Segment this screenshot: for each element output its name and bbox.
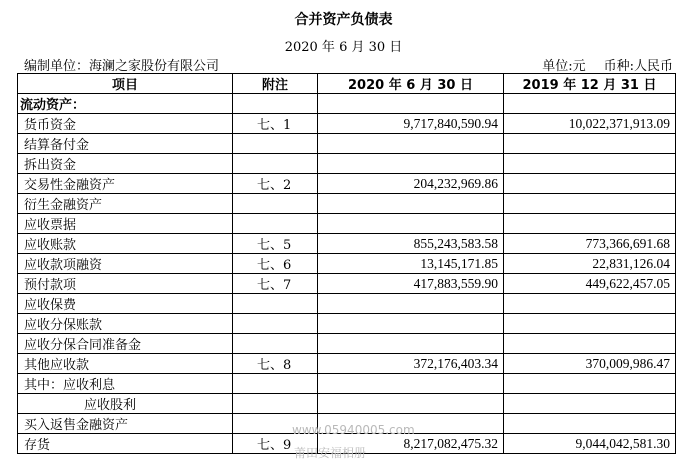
row-prior-value: 9,044,042,581.30	[504, 434, 676, 454]
table-row	[18, 234, 676, 254]
table-row	[18, 394, 676, 414]
row-current-value	[318, 94, 504, 114]
row-note: 七、6	[233, 254, 318, 274]
column-header-item: 项目	[18, 74, 233, 94]
table-row	[18, 194, 676, 214]
row-current-value: 9,717,840,590.94	[318, 114, 504, 134]
row-note: 七、7	[233, 274, 318, 294]
row-prior-value	[504, 94, 676, 114]
row-item-label: 应收分保合同准备金	[18, 334, 233, 354]
row-item-label: 拆出资金	[18, 154, 233, 174]
currency-label: 币种:人民币	[603, 59, 673, 74]
row-note	[233, 194, 318, 214]
row-current-value: 204,232,969.86	[318, 174, 504, 194]
row-current-value	[318, 374, 504, 394]
row-item-label: 应收股利	[18, 394, 233, 414]
row-current-value	[318, 314, 504, 334]
row-prior-value: 370,009,986.47	[504, 354, 676, 374]
row-note: 七、1	[233, 114, 318, 134]
watermark-url: www.05940005.com	[292, 423, 415, 437]
column-header-note: 附注	[233, 74, 318, 94]
row-current-value	[318, 134, 504, 154]
table-header-row	[18, 74, 676, 94]
table-row	[18, 114, 676, 134]
row-prior-value	[504, 394, 676, 414]
row-prior-value	[504, 174, 676, 194]
row-current-value: 8,217,082,475.32	[318, 434, 504, 454]
row-current-value	[318, 194, 504, 214]
row-note: 七、2	[233, 174, 318, 194]
table-row	[18, 314, 676, 334]
row-item-label: 货币资金	[18, 114, 233, 134]
row-prior-value	[504, 314, 676, 334]
table-row	[18, 294, 676, 314]
row-current-value	[318, 154, 504, 174]
row-prior-value	[504, 294, 676, 314]
table-row	[18, 174, 676, 194]
watermark-text: 莆田安福相册	[294, 446, 367, 460]
row-item-label: 应收分保账款	[18, 314, 233, 334]
statement-date: 2020 年 6 月 30 日	[284, 40, 403, 55]
table-row	[18, 374, 676, 394]
row-item-label: 其中：应收利息	[18, 374, 233, 394]
row-item-label: 预付款项	[18, 274, 233, 294]
watermark	[292, 424, 415, 460]
row-item-label: 其他应收款	[18, 354, 233, 374]
table-row	[18, 134, 676, 154]
row-current-value	[318, 394, 504, 414]
row-prior-value	[504, 214, 676, 234]
row-prior-value	[504, 134, 676, 154]
row-prior-value	[504, 194, 676, 214]
row-prior-value: 22,831,126.04	[504, 254, 676, 274]
statement-title: 合并资产负债表	[294, 12, 393, 28]
row-item-label: 买入返售金融资产	[18, 414, 233, 434]
row-note	[233, 334, 318, 354]
row-current-value	[318, 334, 504, 354]
row-item-label: 流动资产：	[18, 94, 233, 114]
row-prior-value	[504, 154, 676, 174]
row-item-label: 结算备付金	[18, 134, 233, 154]
row-item-label: 应收账款	[18, 234, 233, 254]
row-note: 七、5	[233, 234, 318, 254]
row-item-label: 交易性金融资产	[18, 174, 233, 194]
row-note: 七、8	[233, 354, 318, 374]
table-row	[18, 334, 676, 354]
row-prior-value	[504, 334, 676, 354]
table-row	[18, 354, 676, 374]
row-prior-value: 773,366,691.68	[504, 234, 676, 254]
row-item-label: 衍生金融资产	[18, 194, 233, 214]
table-row	[18, 254, 676, 274]
row-note	[233, 134, 318, 154]
row-note	[233, 314, 318, 334]
row-current-value: 372,176,403.34	[318, 354, 504, 374]
row-note	[233, 394, 318, 414]
column-header-current: 2020 年 6 月 30 日	[318, 74, 504, 94]
table-row	[18, 214, 676, 234]
balance-sheet-table	[17, 73, 676, 454]
column-header-prior: 2019 年 12 月 31 日	[504, 74, 676, 94]
row-current-value: 417,883,559.90	[318, 274, 504, 294]
row-note	[233, 214, 318, 234]
row-prior-value	[504, 374, 676, 394]
row-prior-value: 449,622,457.05	[504, 274, 676, 294]
row-note	[233, 374, 318, 394]
table-row	[18, 274, 676, 294]
row-item-label: 应收保费	[18, 294, 233, 314]
row-note	[233, 154, 318, 174]
row-current-value: 13,145,171.85	[318, 254, 504, 274]
row-current-value: 855,243,583.58	[318, 234, 504, 254]
row-item-label: 应收款项融资	[18, 254, 233, 274]
row-note	[233, 94, 318, 114]
row-note	[233, 294, 318, 314]
unit-label: 单位:元	[542, 59, 586, 74]
company-name: 编制单位：海澜之家股份有限公司	[24, 59, 220, 74]
row-prior-value: 10,022,371,913.09	[504, 114, 676, 134]
row-current-value	[318, 294, 504, 314]
row-note: 七、9	[233, 434, 318, 454]
unit-currency	[542, 55, 673, 74]
row-prior-value	[504, 414, 676, 434]
table-row	[18, 94, 676, 114]
table-row	[18, 154, 676, 174]
row-item-label: 应收票据	[18, 214, 233, 234]
row-current-value	[318, 214, 504, 234]
row-item-label: 存货	[18, 434, 233, 454]
